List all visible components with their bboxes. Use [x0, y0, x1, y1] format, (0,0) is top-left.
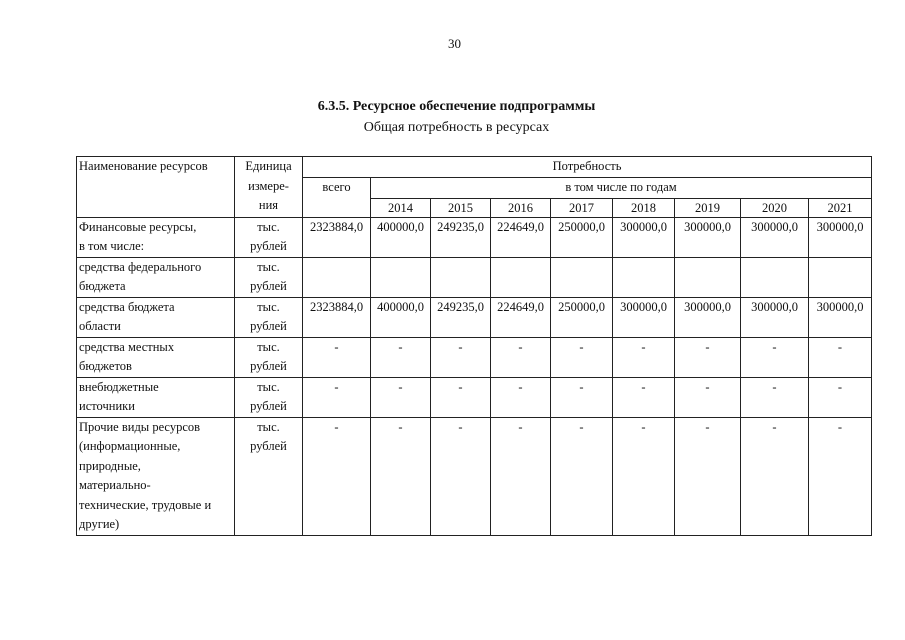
resource-name-line: в том числе: [79, 239, 145, 253]
unit-cell [235, 377, 303, 417]
header-year: 2015 [431, 198, 491, 217]
resource-name-cell [77, 417, 235, 535]
unit-line: тыс. [257, 339, 280, 354]
resource-name-cell [77, 257, 235, 297]
resource-name-line: материально- [79, 478, 151, 492]
unit-line: рублей [250, 359, 287, 373]
year-value-cell: - [371, 337, 431, 377]
header-year: 2020 [741, 198, 809, 217]
resource-name-line: технические, трудовые и [79, 497, 212, 512]
year-value-cell: - [675, 337, 741, 377]
resource-name-line: другие) [79, 517, 120, 531]
table-row [77, 217, 872, 257]
resource-name-cell [77, 377, 235, 417]
year-value-cell [551, 257, 613, 297]
resource-name-line: бюджетов [79, 359, 132, 373]
unit-line: тыс. [257, 299, 280, 314]
header-year: 2018 [613, 198, 675, 217]
unit-line: рублей [250, 439, 287, 453]
year-value-cell: - [809, 377, 872, 417]
unit-cell [235, 257, 303, 297]
year-value-cell [613, 257, 675, 297]
resource-name-line: Финансовые ресурсы, [79, 219, 197, 234]
table-row [77, 417, 872, 535]
resource-name-line: средства бюджета [79, 299, 175, 314]
unit-cell [235, 217, 303, 257]
year-value-cell: 250000,0 [551, 297, 613, 337]
header-need: Потребность [303, 157, 872, 178]
unit-line: тыс. [257, 259, 280, 274]
unit-line: тыс. [257, 219, 280, 234]
year-value-cell: - [551, 377, 613, 417]
header-year: 2019 [675, 198, 741, 217]
year-value-cell: - [431, 377, 491, 417]
header-year: 2016 [491, 198, 551, 217]
year-value-cell: - [741, 337, 809, 377]
section-title: 6.3.5. Ресурсное обеспечение подпрограммы [317, 99, 596, 114]
resource-name-cell [77, 297, 235, 337]
year-value-cell: - [675, 377, 741, 417]
header-unit [235, 157, 303, 218]
resource-name-line: средства федерального [79, 259, 202, 274]
header-unit-line: Единица [245, 159, 292, 173]
unit-line: рублей [250, 399, 287, 413]
year-value-cell: - [809, 337, 872, 377]
year-value-cell: 300000,0 [809, 297, 872, 337]
resource-name-line: бюджета [79, 279, 126, 293]
unit-line: тыс. [257, 379, 280, 394]
year-value-cell: 300000,0 [675, 297, 741, 337]
year-value-cell: - [551, 337, 613, 377]
year-value-cell: 300000,0 [741, 217, 809, 257]
unit-line: рублей [250, 319, 287, 333]
year-value-cell [491, 257, 551, 297]
total-cell: - [303, 417, 371, 535]
header-year: 2014 [371, 198, 431, 217]
year-value-cell: 400000,0 [371, 297, 431, 337]
header-unit-line: измере- [248, 178, 289, 193]
year-value-cell [431, 257, 491, 297]
year-value-cell [809, 257, 872, 297]
table-row [77, 337, 872, 377]
year-value-cell: - [491, 377, 551, 417]
resource-name-line: Прочие виды ресурсов [79, 419, 201, 434]
total-cell: - [303, 337, 371, 377]
year-value-cell: 300000,0 [613, 297, 675, 337]
header-total: всего [303, 177, 371, 217]
year-value-cell: 300000,0 [613, 217, 675, 257]
header-unit-line: ния [258, 198, 279, 212]
resource-name-cell [77, 337, 235, 377]
year-value-cell: 300000,0 [809, 217, 872, 257]
unit-cell [235, 337, 303, 377]
resources-table [76, 156, 872, 536]
unit-line: рублей [250, 279, 287, 293]
year-value-cell: - [613, 337, 675, 377]
unit-line: тыс. [257, 419, 280, 434]
year-value-cell: 250000,0 [551, 217, 613, 257]
resource-name-line: (информационные, [79, 439, 181, 453]
page-number: 30 [448, 36, 461, 51]
header-by-years: в том числе по годам [371, 177, 872, 198]
year-value-cell: - [371, 417, 431, 535]
total-cell [303, 257, 371, 297]
year-value-cell [675, 257, 741, 297]
header-year: 2021 [809, 198, 872, 217]
table-row [77, 297, 872, 337]
table-row [77, 257, 872, 297]
year-value-cell: 224649,0 [491, 297, 551, 337]
year-value-cell: - [431, 417, 491, 535]
year-value-cell [371, 257, 431, 297]
year-value-cell: - [371, 377, 431, 417]
year-value-cell: 300000,0 [741, 297, 809, 337]
header-year: 2017 [551, 198, 613, 217]
year-value-cell: 249235,0 [431, 217, 491, 257]
resource-name-line: средства местных [79, 339, 175, 354]
year-value-cell: - [809, 417, 872, 535]
year-value-cell: 224649,0 [491, 217, 551, 257]
resource-name-line: внебюджетные [79, 379, 159, 394]
resource-name-line: области [79, 319, 121, 333]
resource-name-cell [77, 217, 235, 257]
year-value-cell: - [675, 417, 741, 535]
year-value-cell: 300000,0 [675, 217, 741, 257]
year-value-cell: - [491, 417, 551, 535]
year-value-cell: - [613, 417, 675, 535]
header-row-1 [77, 157, 872, 178]
total-cell: 2323884,0 [303, 297, 371, 337]
total-cell: 2323884,0 [303, 217, 371, 257]
unit-cell [235, 297, 303, 337]
year-value-cell: - [551, 417, 613, 535]
section-subtitle: Общая потребность в ресурсах [363, 120, 550, 135]
resource-name-line: источники [79, 399, 135, 413]
total-cell: - [303, 377, 371, 417]
year-value-cell: - [613, 377, 675, 417]
unit-line: рублей [250, 239, 287, 253]
year-value-cell: - [741, 377, 809, 417]
year-value-cell: - [741, 417, 809, 535]
table-row [77, 377, 872, 417]
unit-cell [235, 417, 303, 535]
year-value-cell: 249235,0 [431, 297, 491, 337]
table-body [77, 217, 872, 535]
year-value-cell [741, 257, 809, 297]
year-value-cell: - [491, 337, 551, 377]
header-name: Наименование ресурсов [77, 157, 235, 218]
year-value-cell: - [431, 337, 491, 377]
resource-name-line: природные, [79, 458, 141, 473]
year-value-cell: 400000,0 [371, 217, 431, 257]
